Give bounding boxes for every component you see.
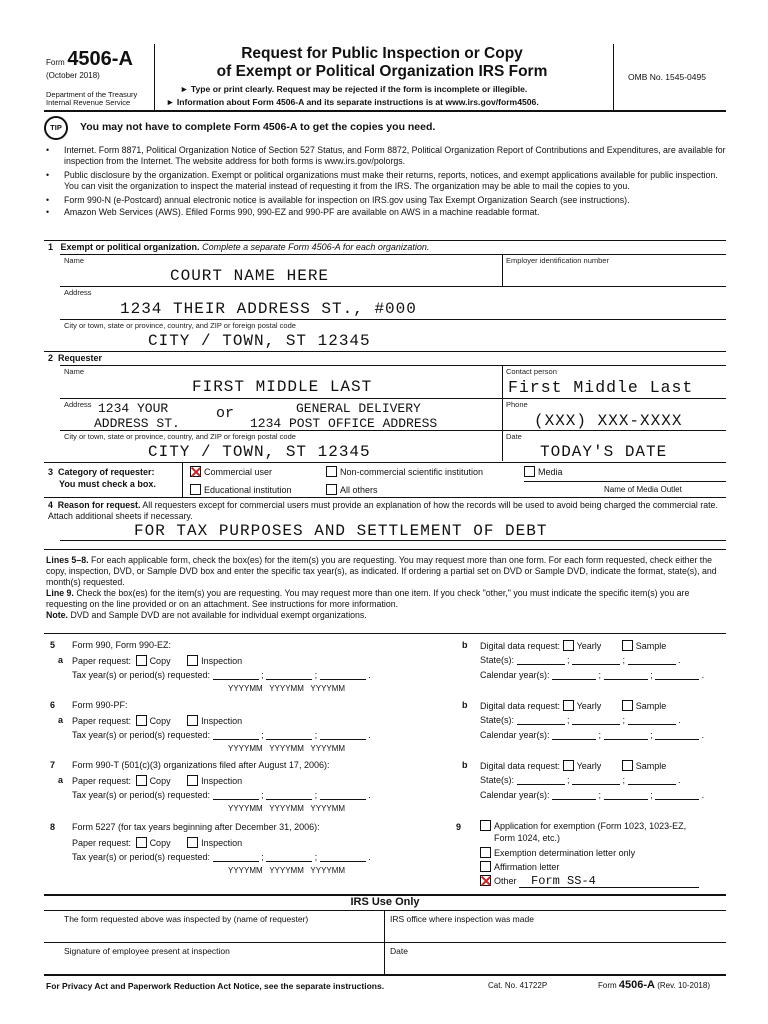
line-form-name: Form 990-T (501(c)(3) organizations filed after August 17, 2006): <box>72 760 330 770</box>
calendar-row: Calendar year(s): ; ; . <box>480 790 705 800</box>
tax-year-field-1[interactable] <box>213 730 259 740</box>
form-word: Form <box>46 58 65 67</box>
line-b-label: b <box>462 760 468 770</box>
yyyymm-label: YYYYMM <box>310 866 346 875</box>
calendar-field-2[interactable] <box>604 790 648 800</box>
sec2-contact-label: Contact person <box>506 367 557 376</box>
footer-rev: (Rev. 10-2018) <box>657 981 710 990</box>
sec2-city-label: City or town, state or province, country, and ZIP or foreign postal code <box>64 432 296 441</box>
addr-line-b1: GENERAL DELIVERY <box>296 401 421 416</box>
info-bullets <box>46 145 726 218</box>
checkbox-sample[interactable] <box>622 760 633 771</box>
checkbox-application[interactable] <box>480 820 491 831</box>
bullet-internet: • Internet. Form 8871, Political Organization Notice of Section 527 Status, and Form 8872, Political Organization Report of Contributions and Expenditures, are available for inspection from the Internet. The website address for both forms is www.irs.gov/polorgs. <box>46 145 726 166</box>
irs-date-label: Date <box>390 946 408 956</box>
sec4-reason-field[interactable]: FOR TAX PURPOSES AND SETTLEMENT OF DEBT <box>134 522 548 540</box>
sec2-address-field[interactable] <box>64 399 500 429</box>
yyyymm-label: YYYYMM <box>269 804 304 813</box>
form-title-line2: of Exempt or Political Organization IRS Form <box>216 63 548 80</box>
tax-year-row: Tax year(s) or period(s) requested: ; ; . <box>72 730 371 740</box>
opt-application[interactable] <box>480 820 699 832</box>
irs-use-title: IRS Use Only <box>350 896 420 908</box>
instr-label: Lines 5–8. <box>46 555 89 565</box>
sec3-must: You must check a box. <box>59 479 156 489</box>
opt-other[interactable] <box>480 875 699 888</box>
calendar-row: Calendar year(s): ; ; . <box>480 730 705 740</box>
digital-request-label: Digital data request: <box>480 701 561 711</box>
paper-request-label: Paper request: <box>72 838 132 848</box>
sec2-phone-label: Phone <box>506 400 528 409</box>
line-5-block <box>0 640 768 700</box>
calendar-field-3[interactable] <box>655 670 699 680</box>
states-row: State(s): ; ; . <box>480 775 681 785</box>
checkbox-copy[interactable] <box>136 775 147 786</box>
footer-form <box>598 979 710 991</box>
header-instruction-2: ► Information about Form 4506-A and its separate instructions is at www.irs.gov/form4506. <box>166 97 539 107</box>
determination-label: Exemption determination letter only <box>494 848 636 858</box>
digital-request <box>480 700 666 711</box>
calendar-row: Calendar year(s): ; ; . <box>480 670 705 680</box>
media-outlet-field[interactable] <box>524 470 726 481</box>
sec1-name-field[interactable]: COURT NAME HERE <box>170 267 330 285</box>
checkbox-yearly[interactable] <box>563 760 574 771</box>
yyyymm-row <box>228 744 345 753</box>
sec1-address-field[interactable]: 1234 THEIR ADDRESS ST., #000 <box>120 300 417 318</box>
copy-label: Copy <box>149 776 171 786</box>
form-label <box>46 48 133 71</box>
line-form-name: Form 990-PF: <box>72 700 128 710</box>
sec3-title: Category of requester: <box>58 467 155 477</box>
yearly-label: Yearly <box>576 761 602 771</box>
checkbox-noncommercial[interactable] <box>326 466 337 477</box>
checkbox-inspection[interactable] <box>187 775 198 786</box>
instr-line-9 <box>46 588 726 610</box>
other-label: Other <box>494 876 517 886</box>
irs-label: Internal Revenue Service <box>46 98 131 107</box>
yyyymm-label: YYYYMM <box>310 744 346 753</box>
tip-icon: TIP <box>44 116 68 140</box>
opt-commercial[interactable] <box>190 466 272 477</box>
inspection-label: Inspection <box>201 776 243 786</box>
yyyymm-row <box>228 866 345 875</box>
sec1-title: Exempt or political organization. <box>60 242 200 252</box>
digital-request-label: Digital data request: <box>480 641 561 651</box>
copy-label: Copy <box>149 838 171 848</box>
bullet-aws: • Amazon Web Services (AWS). Efiled Forms 990, 990-EZ and 990-PF are available on AWS in a machine readable format. <box>46 207 726 218</box>
sec4-num: 4 <box>48 500 53 510</box>
state-field-1[interactable] <box>517 715 565 725</box>
form-number: 4506-A <box>67 48 133 70</box>
states-label: State(s): <box>480 775 515 785</box>
sec1-num: 1 <box>48 242 54 252</box>
irs-office-label: IRS office where inspection was made <box>390 914 534 924</box>
bullet-text: Internet. Form 8871, Political Organization Notice of Section 527 Status, and Form 8872, Political Organization Report of Contributions and Expenditures, are available for inspection from the Internet. The website address for both forms is www.irs.gov/polorgs. <box>64 145 726 166</box>
opt-others[interactable] <box>326 484 378 495</box>
tax-year-label: Tax year(s) or period(s) requested: <box>72 790 211 800</box>
state-field-3[interactable] <box>628 775 676 785</box>
checkbox-affirmation[interactable] <box>480 861 491 872</box>
tax-year-field-1[interactable] <box>213 790 259 800</box>
sec2-address-label: Address <box>64 400 92 409</box>
state-field-1[interactable] <box>517 655 565 665</box>
opt-others-label: All others <box>340 485 378 495</box>
line8-form-name: Form 5227 (for tax years beginning after December 31, 2006): <box>72 822 320 832</box>
line-form-name: Form 990, Form 990-EZ: <box>72 640 172 650</box>
sec4-title: Reason for request. <box>57 500 141 510</box>
instr-lines-5-8 <box>46 555 726 588</box>
footer-form-word: Form <box>598 981 617 990</box>
checkbox-other[interactable] <box>480 875 491 886</box>
inspection-label: Inspection <box>201 716 243 726</box>
affirmation-label: Affirmation letter <box>494 862 560 872</box>
state-field-3[interactable] <box>628 715 676 725</box>
yearly-label: Yearly <box>576 641 602 651</box>
states-label: State(s): <box>480 715 515 725</box>
state-field-2[interactable] <box>572 775 620 785</box>
tax-year-row: Tax year(s) or period(s) requested: ; ; . <box>72 852 371 862</box>
paper-request <box>72 837 242 848</box>
tax-year-field-2[interactable] <box>266 852 312 862</box>
line8-num: 8 <box>50 822 56 832</box>
irs-signature-label: Signature of employee present at inspection <box>64 946 230 956</box>
sec1-city-label: City or town, state or province, country, and ZIP or foreign postal code <box>64 321 296 330</box>
sec4-description: All requesters except for commercial users must provide an explanation of how the records will be used to avoid being charged the commercial rate. Attach additional sheets if necessary. <box>48 500 718 521</box>
copy-label: Copy <box>149 656 171 666</box>
bullet-text: Form 990-N (e-Postcard) annual electronic notice is available for inspection on IRS.gov using Tax Exempt Organization Search (see instructions). <box>64 195 630 205</box>
footer-cat: Cat. No. 41722P <box>488 981 548 990</box>
inspection-label: Inspection <box>201 656 243 666</box>
line-num: 6 <box>50 700 56 710</box>
line-a-label: a <box>58 775 64 785</box>
opt-commercial-label: Commercial user <box>204 467 273 477</box>
checkbox-copy[interactable] <box>136 655 147 666</box>
tax-year-field-3[interactable] <box>320 852 366 862</box>
addr-line-a1: 1234 YOUR <box>98 401 169 416</box>
calendar-field-1[interactable] <box>552 730 596 740</box>
checkbox-yearly[interactable] <box>563 700 574 711</box>
yyyymm-label: YYYYMM <box>228 744 263 753</box>
sample-label: Sample <box>635 701 667 711</box>
checkbox-copy[interactable] <box>136 715 147 726</box>
addr-or: or <box>216 405 235 422</box>
instr-note <box>46 610 726 621</box>
state-field-2[interactable] <box>572 715 620 725</box>
tax-year-row: Tax year(s) or period(s) requested: ; ; . <box>72 790 371 800</box>
tax-year-field-3[interactable] <box>320 670 366 680</box>
sec1-header <box>48 242 429 252</box>
copy-label: Copy <box>149 716 171 726</box>
sample-label: Sample <box>635 761 667 771</box>
yyyymm-label: YYYYMM <box>228 684 263 693</box>
state-field-2[interactable] <box>572 655 620 665</box>
sec1-ein-label: Employer identification number <box>506 256 609 265</box>
opt-media-label: Media <box>538 467 563 477</box>
tax-year-label: Tax year(s) or period(s) requested: <box>72 852 211 862</box>
other-field[interactable]: Form SS-4 <box>519 875 699 888</box>
checkbox-inspection[interactable] <box>187 655 198 666</box>
paper-request <box>72 715 242 726</box>
states-row: State(s): ; ; . <box>480 655 681 665</box>
footer-privacy: For Privacy Act and Paperwork Reduction Act Notice, see the separate instructions. <box>46 981 385 991</box>
calendar-field-1[interactable] <box>552 790 596 800</box>
application-label-2: Form 1024, etc.) <box>494 833 561 843</box>
line-a-label: a <box>58 655 64 665</box>
yyyymm-label: YYYYMM <box>310 684 346 693</box>
sec1-address-label: Address <box>64 288 92 297</box>
state-field-3[interactable] <box>628 655 676 665</box>
line-b-label: b <box>462 700 468 710</box>
omb-number: OMB No. 1545-0495 <box>628 72 706 82</box>
checkbox-others[interactable] <box>326 484 337 495</box>
sec1-ein-field[interactable] <box>506 266 724 284</box>
yearly-label: Yearly <box>576 701 602 711</box>
instructions-block <box>46 555 726 621</box>
checkbox-educational[interactable] <box>190 484 201 495</box>
checkbox-inspection[interactable] <box>187 837 198 848</box>
addr-line-b2: 1234 POST OFFICE ADDRESS <box>250 416 438 431</box>
sec2-date-label: Date <box>506 432 522 441</box>
calendar-label: Calendar year(s): <box>480 730 550 740</box>
instr-text: For each applicable form, check the box(es) for the item(s) you are requesting. You may request more than one form. For each form requested, check either the copy, inspection, DVD, or Sample DVD box and enter the specific tax year(s), as indicated. If ordering a partial set on DVD or Sample DVD, indicate the format, state(s), and month(s) requested. <box>46 555 717 587</box>
sec2-header <box>48 353 102 363</box>
header-instruction-1: ► Type or print clearly. Request may be rejected if the form is incomplete or illegible. <box>180 84 528 94</box>
calendar-field-2[interactable] <box>604 670 648 680</box>
sec2-name-field[interactable]: FIRST MIDDLE LAST <box>192 378 373 396</box>
tax-year-field-3[interactable] <box>320 730 366 740</box>
digital-request <box>480 640 666 651</box>
yyyymm-label: YYYYMM <box>310 804 346 813</box>
checkbox-sample[interactable] <box>622 700 633 711</box>
tax-year-label: Tax year(s) or period(s) requested: <box>72 730 211 740</box>
tax-year-field-3[interactable] <box>320 790 366 800</box>
media-outlet-label: Name of Media Outlet <box>604 485 682 494</box>
calendar-field-1[interactable] <box>552 670 596 680</box>
bullet-text: Amazon Web Services (AWS). Efiled Forms 990, 990-EZ and 990-PF are available on AWS in a machine readable format. <box>64 207 540 217</box>
checkbox-commercial[interactable] <box>190 466 201 477</box>
opt-noncommercial-label: Non-commercial scientific institution <box>340 467 484 477</box>
opt-educational[interactable] <box>190 484 292 495</box>
calendar-field-2[interactable] <box>604 730 648 740</box>
footer-form-num: 4506-A <box>618 979 655 991</box>
sec4-text <box>48 500 726 522</box>
paper-request <box>72 775 242 786</box>
sec2-city-field[interactable]: CITY / TOWN, ST 12345 <box>148 443 371 461</box>
states-row: State(s): ; ; . <box>480 715 681 725</box>
sec1-city-field[interactable]: CITY / TOWN, ST 12345 <box>148 332 371 350</box>
digital-request <box>480 760 666 771</box>
checkbox-determination[interactable] <box>480 847 491 858</box>
yyyymm-row <box>228 684 345 693</box>
sec2-title: Requester <box>58 353 103 363</box>
yyyymm-label: YYYYMM <box>228 866 263 875</box>
instr-label: Line 9. <box>46 588 74 598</box>
tax-year-field-1[interactable] <box>213 670 259 680</box>
addr-line-a2: ADDRESS ST. <box>94 416 180 431</box>
tax-year-field-1[interactable] <box>213 852 259 862</box>
line-a-label: a <box>58 715 64 725</box>
line-num: 7 <box>50 760 56 770</box>
line9-options <box>480 820 699 888</box>
sec2-phone-field[interactable]: (XXX) XXX-XXXX <box>534 412 683 430</box>
line-num: 5 <box>50 640 56 650</box>
calendar-label: Calendar year(s): <box>480 670 550 680</box>
sec2-name-label: Name <box>64 367 85 376</box>
tax-year-label: Tax year(s) or period(s) requested: <box>72 670 211 680</box>
yyyymm-label: YYYYMM <box>228 804 263 813</box>
tax-year-field-2[interactable] <box>266 730 312 740</box>
opt-noncommercial[interactable] <box>326 466 483 477</box>
sample-label: Sample <box>635 641 667 651</box>
line-b-label: b <box>462 640 468 650</box>
bullet-public-disclosure: • Public disclosure by the organization. Exempt or political organizations must make their returns, reports, notices, and exempt applications available for public inspection. You can visit the organization to inspect the material instead of requesting it from the IRS. The organization may be able to mail the copies to you. <box>46 170 726 192</box>
irs-inspected-label: The form requested above was inspected by (name of requester) <box>64 914 309 924</box>
instr-label: Note. <box>46 610 68 620</box>
calendar-field-3[interactable] <box>655 730 699 740</box>
opt-educational-label: Educational institution <box>204 485 292 495</box>
bullet-text: Public disclosure by the organization. Exempt or political organizations must make their returns, reports, notices, and exempt applications available for public inspection. You can visit the organization to inspect the material instead of requesting it from the IRS. The organization may be able to mail the copies to you. <box>64 170 718 191</box>
checkbox-copy[interactable] <box>136 837 147 848</box>
states-label: State(s): <box>480 655 515 665</box>
instr-text: DVD and Sample DVD are not available for individual exempt organizations. <box>70 610 367 620</box>
paper-request-label: Paper request: <box>72 656 132 666</box>
sec3-header <box>48 466 156 490</box>
tax-year-row: Tax year(s) or period(s) requested: ; ; . <box>72 670 371 680</box>
calendar-field-3[interactable] <box>655 790 699 800</box>
yyyymm-label: YYYYMM <box>269 744 304 753</box>
sec2-contact-field[interactable]: First Middle Last <box>508 378 694 397</box>
application-label: Application for exemption (Form 1023, 1023-EZ, <box>494 821 687 831</box>
bullet-990n: • Form 990-N (e-Postcard) annual electronic notice is available for inspection on IRS.gov using Tax Exempt Organization Search (see instructions). <box>46 195 726 206</box>
digital-request-label: Digital data request: <box>480 761 561 771</box>
paper-request-label: Paper request: <box>72 776 132 786</box>
checkbox-yearly[interactable] <box>563 640 574 651</box>
calendar-label: Calendar year(s): <box>480 790 550 800</box>
instr-text: Check the box(es) for the item(s) you are requesting. You may request more than one item. If you check "other," you must indicate the specific item(s) you are requesting on the line provided or on an attachment. See instructions for more information. <box>46 588 690 609</box>
tip-text: You may not have to complete Form 4506-A to get the copies you need. <box>80 121 436 133</box>
sec2-date-field[interactable]: TODAY'S DATE <box>540 443 668 461</box>
paper-request <box>72 655 242 666</box>
sec1-subtitle: Complete a separate Form 4506-A for each organization. <box>202 242 430 252</box>
form-title-line1: Request for Public Inspection or Copy <box>241 45 523 62</box>
dept-label: Department of the Treasury <box>46 90 138 99</box>
sec2-num: 2 <box>48 353 54 363</box>
opt-determination[interactable] <box>480 847 699 859</box>
checkbox-sample[interactable] <box>622 640 633 651</box>
line-6-block <box>0 700 768 760</box>
tax-year-field-2[interactable] <box>266 790 312 800</box>
yyyymm-label: YYYYMM <box>269 866 304 875</box>
state-field-1[interactable] <box>517 775 565 785</box>
line-7-block <box>0 760 768 820</box>
opt-affirmation[interactable] <box>480 861 699 873</box>
checkbox-inspection[interactable] <box>187 715 198 726</box>
line9-num: 9 <box>456 822 462 832</box>
sec1-name-label: Name <box>64 256 85 265</box>
tax-year-field-2[interactable] <box>266 670 312 680</box>
yyyymm-row <box>228 804 345 813</box>
form-date: (October 2018) <box>46 71 100 80</box>
sec3-num: 3 <box>48 467 54 477</box>
yyyymm-label: YYYYMM <box>269 684 304 693</box>
paper-request-label: Paper request: <box>72 716 132 726</box>
inspection-label: Inspection <box>201 838 243 848</box>
